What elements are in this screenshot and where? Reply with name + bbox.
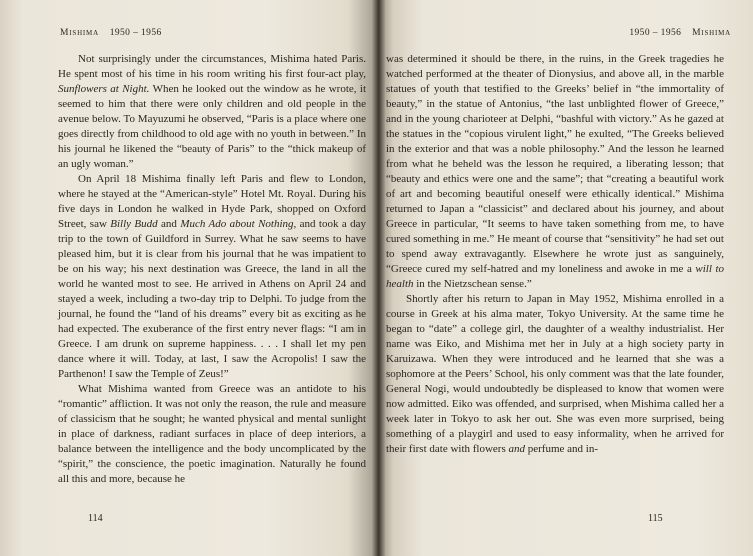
right-paragraph-2 xyxy=(386,292,724,457)
text-run: was determined it should be there, in the ruins, in the Greek tragedies he watched performed at the theater of Dionysius, and above all, in the marble statues of youth that testified to the Greeks’ belief in “the immortality of beauty,” in the statue of Antonius, “the last unblighted flower of Greece,” and in the young charioteer at Delphi, “bashful with victory.” As he gazed at the statues in the “copious virulent light,” he exulted, “The Greeks believed in the exterior and that was a noble philosophy.” And the lesson he learned from what he beheld was the lesson he required, a liberating lesson; that “beauty and ethics were one and the same”; that “creating a beautiful work of art and becoming beautiful oneself were ethically identical.” Mishima returned to Japan a “classicist” and declared about his journey, and about Greece in particular, “It seems to have taken something from me, to have cured something in me.” He meant of course that “sensitivity” he had set out to spend away extravagantly. Elsewhere he wrote just as sanguinely, “Greece cured my self-hatred and my loneliness and awoke in me a xyxy=(386,53,724,275)
text-run: and took a day trip to the town of Guildford in Surrey. What he saw seems to have pleased him, but it is clear from his journal that he was impatient to be on his way; his next destination was Greece, the land in all the world he wanted most to see. He arrived in Athens on April 24 and stayed a week, including a two-day trip to Delphi. To judge from the journal, he found the “land of his dreams” every bit as exciting as he had expected. The exuberance of the first entry never flags: “I am in Greece. I am drunk on supreme happiness. . . . I shall let my pen dance where it will. Today, at last, I saw the Acropolis! I saw the Parthenon! I saw the Temple of Zeus!” xyxy=(58,218,367,380)
text-run: Not surprisingly under the circumstances, Mishima hated Paris. He spent most of his time in his room writing his first four-act play, xyxy=(58,53,366,80)
left-page-number: 114 xyxy=(88,513,103,524)
left-paragraph-3 xyxy=(58,382,366,487)
left-running-head-name: Mishima xyxy=(60,28,99,38)
text-run: perfume and in- xyxy=(525,443,598,455)
right-paragraph-1 xyxy=(386,52,724,292)
left-paragraph-1 xyxy=(58,52,366,172)
left-paragraph-2 xyxy=(58,172,366,382)
right-running-head xyxy=(629,28,731,38)
right-body-text xyxy=(386,52,724,457)
text-run: When he looked out the window as he wrote, it seemed to him that there were only children and old people in the avenue below. To Mayuzumi he observed, “Paris is a place where one goes directly from childhood to old age with no youth in between.” In his journal he likened the “beauty of Paris” to the “thick makeup of an ugly woman.” xyxy=(58,83,367,170)
book-gutter xyxy=(371,0,385,556)
italic-phrase: will to health xyxy=(386,263,725,290)
right-page-number: 115 xyxy=(648,513,663,524)
text-run: What Mishima wanted from Greece was an antidote to his “romantic” affliction. It was not only the reason, the rule and measure of classicism that he sought; he wanted physical and mental sunlight in place of darkness, radiant surfaces in place of deep interiors, a balance between the intelligence and the body uncomplicated by the “spirit,” the conscience, the poetic imagination. Naturally he found all this and more, because he xyxy=(58,383,366,485)
italic-word: and xyxy=(508,443,525,455)
italic-title: Billy Budd xyxy=(110,218,158,230)
text-run: and xyxy=(157,218,181,230)
left-body-text xyxy=(58,52,366,487)
left-running-head-years: 1950 – 1956 xyxy=(109,28,162,38)
italic-title: Much Ado about Nothing, xyxy=(180,218,297,230)
text-run: Shortly after his return to Japan in May 1952, Mishima enrolled in a course in Greek at his alma mater, Tokyo University. At the same time he began to “date” a college girl, the daughter of a wealthy industrialist. Her name was Eiko, and Mishima met her in July at a high society party in Karuizawa. When they were introduced and he learned that she was a sophomore at the Peers’ School, his only comment was that the late founder, General Nogi, would undoubtedly be displeased to know that women were now admitted. Eiko was offended, and surprised, when Mishima called her a week later in Tokyo to ask her out. She was even more surprised, being something of a playgirl and used to easy informality, when he arrived for their first date with flowers xyxy=(386,293,724,455)
right-running-head-years: 1950 – 1956 xyxy=(629,28,682,38)
right-page xyxy=(378,0,753,556)
text-run: On April 18 Mishima finally left Paris and flew to London, where he stayed at the “American-style” Hotel Mt. Royal. During his five days in London he walked in Hyde Park, shopped on Oxford Street, saw xyxy=(58,173,366,230)
text-run: in the Nietzschean sense.” xyxy=(413,278,532,290)
right-running-head-name: Mishima xyxy=(692,28,731,38)
italic-title: Sunflowers at Night. xyxy=(58,83,150,95)
left-running-head xyxy=(60,28,162,38)
